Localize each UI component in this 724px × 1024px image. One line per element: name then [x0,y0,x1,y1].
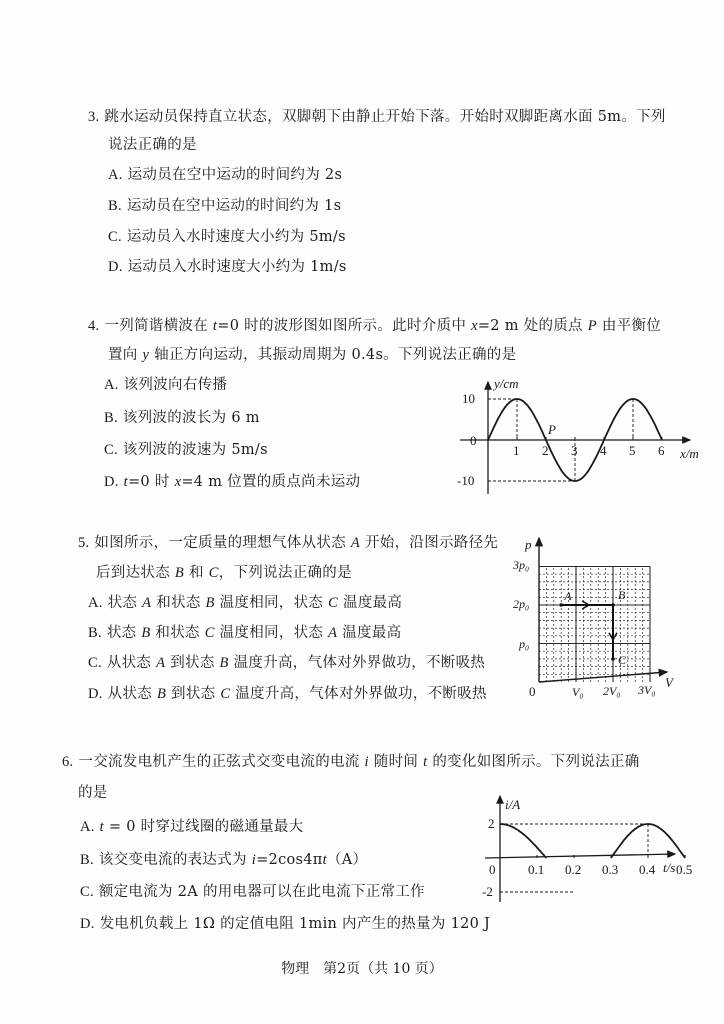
x-tick-label: 2 [542,443,549,458]
x-tick-label: 3 [571,443,578,458]
option-d [88,685,487,703]
option-label: D. [104,474,119,490]
v-tick-2v0: 2V₀ [603,684,621,698]
y-axis-label: y/cm [494,376,519,391]
state-var: C [220,686,231,702]
option-label: B. [88,625,102,641]
option-label: D. [88,686,103,702]
option-text: 发电机负载上 1Ω 的定值电阻 1min 内产生的热量为 120 J [99,916,491,932]
stem-part: =2 m 处的质点 [477,318,588,334]
option-text: 到状态 [166,686,221,702]
option-b [108,197,341,215]
stem-part: 一列简谐横波在 [104,318,213,334]
option-d [80,915,490,933]
stem-part: ，下列说法正确的是 [218,565,352,581]
option-a [108,166,342,184]
option-label: A. [104,377,119,393]
var-x: x [174,474,182,490]
option-text: 状态 [106,625,142,641]
option-d [108,258,347,276]
state-point-a [559,603,563,607]
var-t: t [423,754,428,770]
y-tick-0: 0 [470,433,477,448]
option-text: 温度最高 [337,625,402,641]
current-figure [475,792,693,904]
stem-part: 后到达状态 [96,565,175,581]
option-label: C. [88,655,102,671]
option-b [104,409,260,427]
v-axis [539,672,667,682]
option-text: 温度相同，状态 [214,595,329,611]
p-axis-label: p [525,537,532,552]
option-text: 额定电流为 2A 的用电器可以在此电流下正常工作 [98,884,425,900]
v-tick-3v0: 3V₀ [638,683,656,697]
question-number: 5. [78,535,90,551]
state-label-b: B [618,588,626,602]
state-var: A [156,655,166,671]
state-var: B [205,595,215,611]
option-text: （A） [326,852,368,868]
question-6-stem-line1 [62,753,640,771]
option-text: 从状态 [107,686,157,702]
stem-part: 和 [184,565,209,581]
option-text: 该列波向右传播 [123,377,228,393]
var-x: x [471,318,478,334]
option-label: A. [80,819,95,835]
question-number: 3. [88,109,100,125]
stem-part: 一交流发电机产生的正弦式交变电流的电流 [78,754,365,770]
option-text: 温度最高 [338,595,403,611]
option-c [88,654,485,672]
stem-part: =0 时的波形图如图所示。此时介质中 [217,318,472,334]
option-text: 温度升高，气体对外界做功，不断吸热 [230,686,487,702]
var-b: B [174,565,185,581]
var-t: t [212,318,218,334]
state-var: C [204,625,215,641]
question-4-stem-line1 [88,317,661,335]
var-p: P [587,318,597,334]
option-label: B. [104,410,118,426]
t-tick-label: 0.3 [602,862,619,877]
state-var: A [328,625,338,641]
question-4-stem-line2 [108,346,516,364]
option-a [88,594,402,612]
option-text: 运动员在空中运动的时间约为 2s [127,167,343,183]
question-stem: 跳水运动员保持直立状态，双脚朝下由静止开始下落。开始时双脚距离水面 5m。下列 [104,109,666,125]
var-a: A [350,535,361,551]
current-curve-segment-1 [500,824,546,858]
option-c [104,441,268,459]
option-text: =4 m 位置的质点尚未运动 [181,474,361,490]
option-text: 该列波的波速为 5m/s [122,442,268,458]
origin-label: 0 [529,684,536,699]
var-y: y [142,347,150,363]
stem-part: 随时间 [368,754,424,770]
page-footer: 物理 第2页（共 10 页） [281,961,443,977]
var-i: i [251,852,257,868]
option-text: 状态 [107,595,143,611]
option-label: D. [108,259,123,275]
v-tick-v0: V₀ [572,685,584,699]
option-a [80,818,303,836]
state-var: B [219,655,229,671]
i-tick-2: 2 [488,816,495,831]
i-axis-label: i/A [505,797,521,812]
var-c: C [208,565,219,581]
origin-label: 0 [489,862,496,877]
y-tick-10: 10 [462,391,475,406]
option-text: 从状态 [106,655,157,671]
option-text: 温度升高，气体对外界做功，不断吸热 [228,655,486,671]
option-text: 该列波的波长为 6 m [122,410,260,426]
question-number: 6. [62,754,74,770]
option-label: A. [108,167,123,183]
question-number: 4. [88,318,100,334]
option-text: 该交变电流的表达式为 [98,852,252,868]
option-label: A. [88,595,103,611]
wave-figure [440,372,705,500]
option-label: C. [108,229,122,245]
option-c [80,883,425,901]
x-tick-label: 1 [513,443,520,458]
var-t: t [123,474,128,490]
stem-part: 开始，沿图示路径先 [360,535,499,551]
y-tick-neg10: -10 [457,473,475,488]
option-text: =0 时 [127,474,175,490]
option-text: 运动员入水时速度大小约为 1m/s [127,259,347,275]
option-d [104,473,360,491]
stem-part: 轴正方向运动，其振动周期为 0.4s。下列说法正确的是 [149,347,517,363]
option-text: 到状态 [165,655,220,671]
option-label: C. [104,442,118,458]
x-tick-label: 6 [658,443,665,458]
question-3-stem-line2: 说法正确的是 [108,137,197,153]
state-var: B [156,686,167,702]
option-text: 运动员在空中运动的时间约为 1s [126,198,342,214]
i-tick-neg2: -2 [482,884,493,899]
stem-part: 如图所示，一定质量的理想气体从状态 [94,535,351,551]
option-text: 和状态 [151,595,206,611]
option-label: B. [108,198,122,214]
option-label: B. [80,852,94,868]
t-tick-label: 0.4 [639,862,656,877]
option-a [104,376,227,394]
t-axis [485,854,675,858]
option-text: 运动员入水时速度大小约为 5m/s [126,229,346,245]
state-point-c [611,657,615,661]
var-i: i [364,754,369,770]
question-3-stem-line1 [88,108,666,126]
state-label-c: C [618,652,627,667]
option-c [108,228,346,246]
option-b [80,851,367,869]
stem-part: 由平衡位 [596,318,662,334]
question-5-stem-line2 [96,564,352,582]
stem-part: 的变化如图所示。下列说法正确 [427,754,640,770]
x-axis-label: x/m [680,446,699,461]
option-text: 温度相同，状态 [214,625,329,641]
point-p-label: P [548,422,556,437]
t-tick-label: 0.1 [528,862,545,877]
state-point-b [611,603,615,607]
state-var: C [328,595,339,611]
state-label-a: A [564,589,572,603]
pv-figure [505,532,690,702]
option-text: = 0 时穿过线圈的磁通量最大 [103,819,304,835]
var-t: t [322,852,327,868]
p-tick-3p0: 3p₀ [513,558,530,572]
p-tick-p0: p₀ [519,637,530,651]
question-5-stem-line1 [78,534,498,552]
option-b [88,624,401,642]
question-6-stem-line2: 的是 [78,785,108,801]
x-tick-label: 4 [600,443,607,458]
p-tick-2p0: 2p₀ [513,597,530,611]
option-label: C. [80,884,94,900]
option-text: =2cos4π [256,852,323,868]
option-text: 和状态 [150,625,205,641]
state-var: B [141,625,151,641]
t-tick-label: 0.5 [676,862,693,877]
t-axis-label: t/s [663,860,676,875]
state-var: A [142,595,152,611]
var-t: t [99,819,104,835]
stem-part: 置向 [108,347,143,363]
option-label: D. [80,916,95,932]
x-tick-label: 5 [629,443,636,458]
v-axis-label: V [665,675,673,690]
t-tick-label: 0.2 [565,862,582,877]
